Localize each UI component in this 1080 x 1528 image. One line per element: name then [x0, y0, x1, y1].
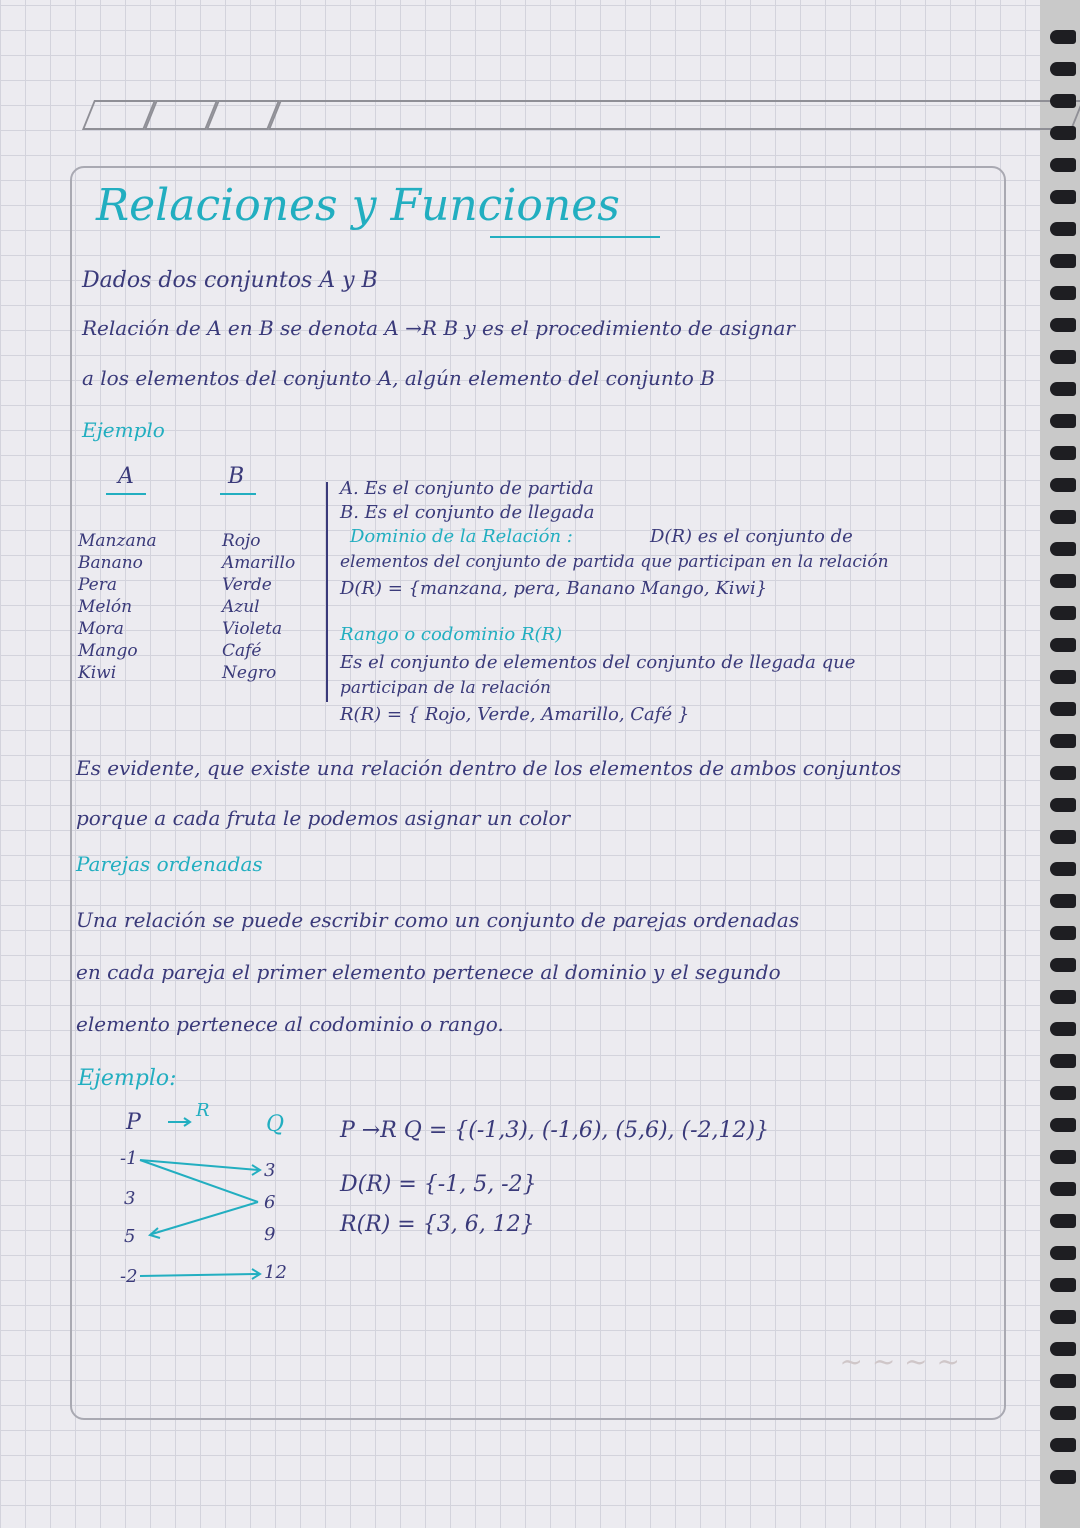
- intro-text: Dados dos conjuntos A y B: [82, 268, 378, 293]
- arrow-m1-3: [140, 1160, 258, 1170]
- arrow-m1-6: [140, 1160, 258, 1202]
- spiral-ring: [1050, 414, 1076, 428]
- spiral-ring: [1050, 638, 1076, 652]
- spiral-ring: [1050, 830, 1076, 844]
- notes-divider: [326, 482, 328, 702]
- spiral-ring: [1050, 542, 1076, 556]
- diagram-p-label: P: [126, 1110, 141, 1135]
- spiral-ring: [1050, 1150, 1076, 1164]
- list-item: Amarillo: [222, 553, 296, 573]
- spiral-ring: [1050, 574, 1076, 588]
- example-2-heading: Ejemplo:: [78, 1066, 177, 1091]
- example-heading: Ejemplo: [82, 418, 165, 442]
- spiral-ring: [1050, 606, 1076, 620]
- list-item: Violeta: [222, 619, 283, 639]
- header-tab-wide: [268, 100, 1080, 130]
- spiral-ring: [1050, 478, 1076, 492]
- spiral-ring: [1050, 286, 1076, 300]
- spiral-ring: [1050, 382, 1076, 396]
- spiral-ring: [1050, 702, 1076, 716]
- range-set: R(R) = { Rojo, Verde, Amarillo, Café }: [340, 704, 690, 725]
- q-item: 3: [264, 1160, 276, 1181]
- spiral-ring: [1050, 862, 1076, 876]
- spiral-ring: [1050, 1182, 1076, 1196]
- spiral-ring: [1050, 1022, 1076, 1036]
- range-text-2: participan de la relación: [340, 678, 551, 698]
- spiral-ring: [1050, 1278, 1076, 1292]
- list-item: Rojo: [222, 531, 261, 551]
- spiral-ring: [1050, 190, 1076, 204]
- page-title: Relaciones y Funciones: [96, 180, 620, 231]
- list-item: Azul: [222, 597, 260, 617]
- spiral-ring: [1050, 1406, 1076, 1420]
- spiral-ring: [1050, 94, 1076, 108]
- set-a-label: A: [118, 464, 134, 489]
- list-item: Verde: [222, 575, 272, 595]
- spiral-ring: [1050, 1374, 1076, 1388]
- set-a-list: [78, 530, 157, 684]
- spiral-ring: [1050, 158, 1076, 172]
- spiral-ring: [1050, 222, 1076, 236]
- spiral-ring: [1050, 1086, 1076, 1100]
- spiral-ring: [1050, 798, 1076, 812]
- relation-arrows: [100, 1110, 280, 1300]
- arrow-5-6: [152, 1202, 258, 1234]
- pairs-heading: Parejas ordenadas: [76, 852, 263, 876]
- spiral-ring: [1050, 766, 1076, 780]
- domain-text-1: D(R) es el conjunto de: [650, 526, 853, 547]
- diagram-q-label: Q: [266, 1112, 285, 1137]
- spiral-ring: [1050, 254, 1076, 268]
- spiral-ring: [1050, 1342, 1076, 1356]
- domain-set: D(R) = {manzana, pera, Banano Mango, Kiwi}: [340, 578, 768, 599]
- domain-title: Dominio de la Relación :: [350, 526, 573, 547]
- note-line-2: B. Es el conjunto de llegada: [340, 502, 595, 523]
- evident-line-2: porque a cada fruta le podemos asignar un color: [76, 806, 571, 830]
- range-text-1: Es el conjunto de elementos del conjunto de llegada que: [340, 652, 856, 673]
- set-b-list: [222, 530, 295, 684]
- list-item: Mango: [78, 641, 138, 661]
- evident-line-1: Es evidente, que existe una relación dentro de los elementos de ambos conjuntos: [76, 756, 902, 780]
- q-item: 12: [264, 1262, 287, 1283]
- p-item: 5: [124, 1226, 136, 1247]
- definition-line-1: Relación de A en B se denota A →R B y es el procedimiento de asignar: [82, 316, 795, 340]
- spiral-ring: [1050, 1214, 1076, 1228]
- p-item: -1: [120, 1148, 138, 1169]
- formula-range: R(R) = {3, 6, 12}: [340, 1212, 535, 1237]
- set-a-underline: [106, 493, 146, 495]
- list-item: Pera: [78, 575, 117, 595]
- spiral-ring: [1050, 926, 1076, 940]
- spiral-ring: [1050, 1246, 1076, 1260]
- q-item: 9: [264, 1224, 276, 1245]
- spiral-ring: [1050, 1118, 1076, 1132]
- diagram-r-label: R: [196, 1100, 210, 1121]
- list-item: Mora: [78, 619, 124, 639]
- p-item: 3: [124, 1188, 136, 1209]
- pairs-line-2: en cada pareja el primer elemento pertenece al dominio y el segundo: [76, 960, 781, 984]
- formula-relation: P →R Q = {(-1,3), (-1,6), (5,6), (-2,12)}: [340, 1118, 770, 1143]
- spiral-binding: [1040, 30, 1080, 1510]
- spiral-ring: [1050, 1054, 1076, 1068]
- spiral-ring: [1050, 1310, 1076, 1324]
- spiral-ring: [1050, 1438, 1076, 1452]
- list-item: Manzana: [78, 531, 157, 551]
- list-item: Melón: [78, 597, 133, 617]
- set-b-label: B: [228, 464, 245, 489]
- list-item: Negro: [222, 663, 277, 683]
- pairs-line-1: Una relación se puede escribir como un conjunto de parejas ordenadas: [76, 908, 800, 932]
- spiral-ring: [1050, 30, 1076, 44]
- spiral-ring: [1050, 990, 1076, 1004]
- p-item: -2: [120, 1266, 138, 1287]
- spiral-ring: [1050, 350, 1076, 364]
- range-title: Rango o codominio R(R): [340, 624, 563, 645]
- list-item: Banano: [78, 553, 143, 573]
- pairs-line-3: elemento pertenece al codominio o rango.: [76, 1012, 504, 1036]
- q-item: 6: [264, 1192, 276, 1213]
- note-line-1: A. Es el conjunto de partida: [340, 478, 594, 499]
- spiral-ring: [1050, 894, 1076, 908]
- spiral-ring: [1050, 958, 1076, 972]
- arrow-m2-12: [140, 1274, 258, 1276]
- title-underline: [490, 236, 660, 238]
- definition-line-2: a los elementos del conjunto A, algún elemento del conjunto B: [82, 366, 715, 390]
- spiral-ring: [1050, 1470, 1076, 1484]
- list-item: Café: [222, 641, 262, 661]
- spiral-ring: [1050, 318, 1076, 332]
- formula-domain: D(R) = {-1, 5, -2}: [340, 1172, 537, 1197]
- back-page-bleed: ~ ~ ~ ~: [839, 1345, 960, 1378]
- spiral-ring: [1050, 670, 1076, 684]
- set-b-underline: [220, 493, 256, 495]
- domain-text-2: elementos del conjunto de partida que participan en la relación: [340, 552, 889, 572]
- spiral-ring: [1050, 510, 1076, 524]
- spiral-ring: [1050, 734, 1076, 748]
- spiral-ring: [1050, 126, 1076, 140]
- list-item: Kiwi: [78, 663, 117, 683]
- spiral-ring: [1050, 62, 1076, 76]
- spiral-ring: [1050, 446, 1076, 460]
